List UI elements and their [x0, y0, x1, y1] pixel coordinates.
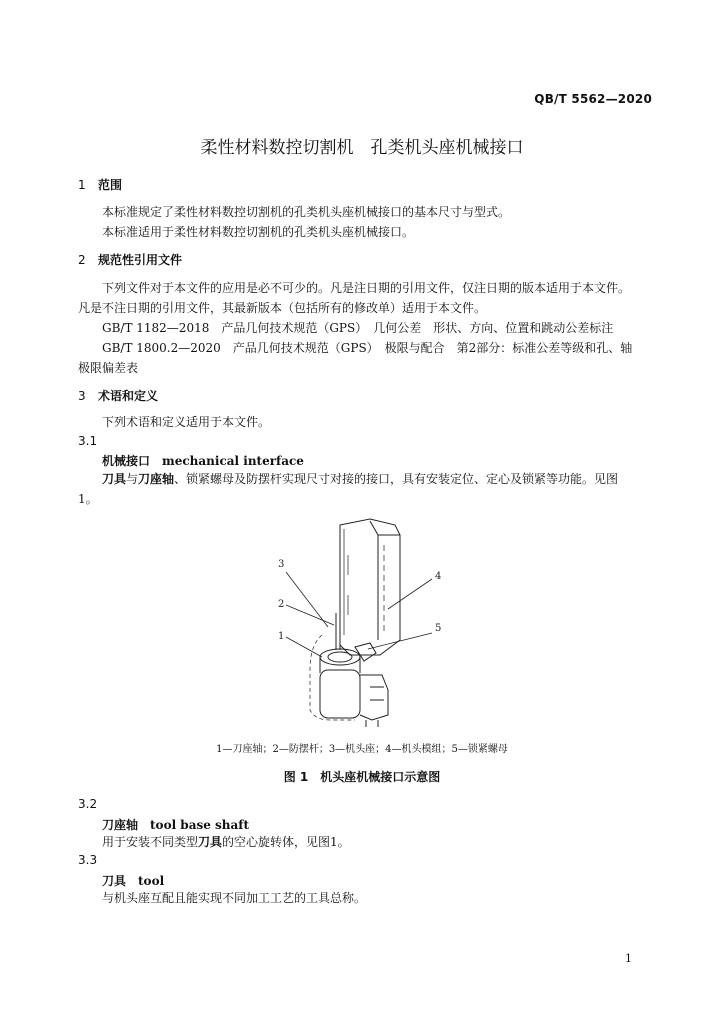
term-heading [102, 872, 164, 889]
term-reference: 刀具 [198, 835, 223, 849]
figure-caption: 图 1 机头座机械接口示意图 [283, 770, 441, 784]
section-heading-scope [78, 176, 122, 193]
reference-item: GB/T 1182—2018 产品几何技术规范（GPS） 几何公差 形状、方向、位置和跳动公差标注 [102, 321, 614, 335]
page-number: 1 [625, 952, 632, 965]
definition-text: 用于安装不同类型 [102, 835, 199, 849]
clause-number: 3.3 [78, 853, 98, 867]
term-en: mechanical interface [162, 454, 304, 468]
section-number: 3 [78, 389, 86, 403]
clause-number: 3.1 [78, 434, 98, 448]
term-heading [102, 816, 249, 833]
head-base-shape [320, 670, 360, 718]
term-en: tool [138, 874, 165, 888]
paragraph: 本标准适用于柔性材料数控切割机的孔类机头座机械接口。 [102, 225, 415, 239]
section-number: 1 [78, 178, 86, 192]
reference-item: GB/T 1800.2—2020 产品几何技术规范（GPS） 极限与配合 第2部分：标准公差等级和孔、轴 [102, 341, 633, 355]
term-definition-continued: 1。 [78, 492, 98, 506]
term-definition [102, 832, 678, 853]
term-zh: 刀具 [102, 874, 127, 888]
tool-shaft-shape [320, 649, 360, 665]
term-en: tool base shaft [150, 818, 249, 832]
head-module-inner [370, 521, 400, 640]
section-title: 规范性引用文件 [98, 253, 183, 267]
term-definition: 与机头座互配且能实现不同加工工艺的工具总称。 [102, 891, 367, 905]
document-title: 柔性材料数控切割机 孔类机头座机械接口 [200, 138, 524, 158]
definition-text: 与 [126, 472, 139, 486]
callout-1: 1 [278, 631, 285, 642]
standard-code: QB/T 5562—2020 [534, 92, 652, 106]
paragraph: 下列文件对于本文件的应用是必不可少的。凡是注日期的引用文件，仅注日期的版本适用于本文件。 [102, 281, 631, 295]
paragraph: 本标准规定了柔性材料数控切割机的孔类机头座机械接口的基本尺寸与型式。 [102, 205, 511, 219]
definition-text: 、锁紧螺母及防摆杆实现尺寸对接的接口，具有安装定位、定心及锁紧等功能。见图 [174, 472, 619, 486]
term-reference: 刀座轴 [138, 472, 175, 486]
term-zh: 刀座轴 [102, 818, 139, 832]
paragraph: 凡是不注日期的引用文件，其最新版本（包括所有的修改单）适用于本文件。 [78, 301, 487, 315]
reference-item-continued: 极限偏差表 [78, 361, 139, 375]
section-title: 范围 [98, 178, 123, 192]
callout-2: 2 [278, 599, 285, 610]
term-reference: 刀具 [102, 472, 127, 486]
term-zh: 机械接口 [102, 454, 151, 468]
lock-nut-shape [355, 643, 376, 661]
callout-4: 4 [435, 571, 442, 582]
paragraph: 下列术语和定义适用于本文件。 [102, 415, 271, 429]
callout-3: 3 [278, 559, 285, 570]
mechanical-interface-figure [260, 515, 450, 735]
clause-number: 3.2 [78, 797, 98, 811]
section-number: 2 [78, 253, 86, 267]
section-heading-terms [78, 387, 158, 404]
section-title: 术语和定义 [98, 389, 159, 403]
term-heading [102, 452, 304, 469]
section-heading-normative-references [78, 251, 182, 268]
callout-5: 5 [435, 623, 442, 634]
figure-legend: 1—刀座轴；2—防摆杆；3—机头座；4—机头模组；5—锁紧螺母 [216, 744, 508, 755]
definition-text: 的空心旋转体，见图1。 [222, 835, 350, 849]
anti-swing-rod-shape [336, 613, 340, 650]
term-definition [78, 469, 654, 490]
head-module-shape [340, 519, 400, 655]
